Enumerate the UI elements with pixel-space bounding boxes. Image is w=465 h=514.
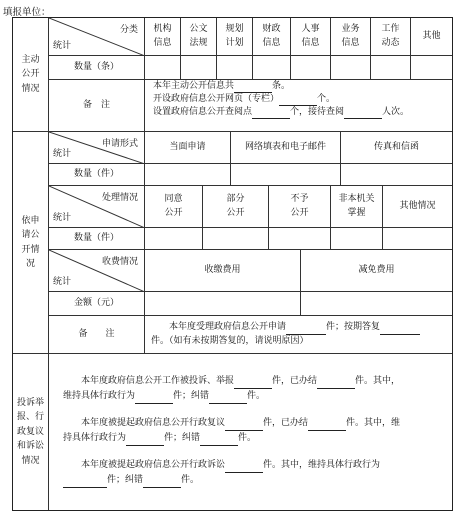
blank-field[interactable] — [380, 324, 420, 335]
category-header: 财政信息 — [253, 18, 291, 56]
count-label: 数量（件） — [49, 164, 145, 186]
form-header: 当面申请 — [145, 132, 231, 164]
category-header: 工作动态 — [371, 18, 411, 56]
blank-field[interactable] — [317, 378, 355, 389]
category-header: 规划计划 — [217, 18, 253, 56]
category-header: 业务信息 — [331, 18, 371, 56]
fee-header: 减免费用 — [301, 250, 452, 292]
blank-field[interactable] — [143, 477, 181, 488]
count-input[interactable] — [145, 228, 203, 250]
handle-header: 同意公开 — [145, 186, 203, 228]
litigation-paragraph: 本年度被提起政府信息公开行政诉讼 件。其中，维持具体行政行为 件；纠错 件。 — [63, 458, 380, 488]
count-label: 数量（件） — [49, 228, 145, 250]
blank-field[interactable] — [225, 462, 263, 473]
blank-field[interactable] — [225, 420, 263, 431]
section-proactive-label: 主动公开情况 — [13, 18, 49, 132]
blank-field[interactable] — [200, 435, 238, 446]
remark-line: 设置政府信息公开查阅点 个，接待查阅 人次。 — [153, 106, 409, 119]
form-header: 网络填表和电子邮件 — [231, 132, 341, 164]
remark-line: 开设政府信息公开网页（专栏） 个。 — [153, 93, 335, 106]
blank-field[interactable] — [126, 435, 164, 446]
blank-field[interactable] — [63, 477, 107, 488]
blank-field[interactable] — [209, 393, 247, 404]
remark-label: 备 注 — [49, 80, 145, 132]
count-input[interactable] — [291, 56, 331, 80]
count-input[interactable] — [253, 56, 291, 80]
count-label: 数量（条） — [49, 56, 145, 80]
blank-field[interactable] — [308, 420, 346, 431]
remark-label: 备 注 — [49, 316, 145, 354]
handle-header: 非本机关掌握 — [331, 186, 383, 228]
category-header: 人事信息 — [291, 18, 331, 56]
form-header: 传真和信函 — [341, 132, 452, 164]
category-diagonal-header — [49, 18, 145, 56]
handle-header: 不予公开 — [269, 186, 331, 228]
handle-diagonal-header: 处理情况 统计 — [49, 186, 145, 228]
remark-line: 本年度受理政府信息公开申请 件；按期答复 — [151, 321, 420, 334]
fee-diagonal-header: 收费情况 统计 — [49, 250, 145, 292]
form-diagonal-header: 申请形式 统计 — [49, 132, 145, 164]
amount-input[interactable] — [145, 292, 301, 316]
count-input[interactable] — [331, 56, 371, 80]
remark-line: 本年主动公开信息共 条。 — [153, 80, 290, 93]
category-header: 机构信息 — [145, 18, 181, 56]
reporting-unit-label: 填报单位： — [3, 7, 51, 18]
blank-field[interactable] — [135, 393, 173, 404]
report-table — [12, 17, 453, 511]
section-request-label: 依申请公开情况 — [13, 132, 49, 354]
count-input[interactable] — [341, 164, 452, 186]
count-input[interactable] — [331, 228, 383, 250]
remark-line: 件。（如有未按期答复的，请说明原因） — [151, 335, 309, 346]
count-input[interactable] — [181, 56, 217, 80]
blank-field[interactable] — [234, 378, 272, 389]
blank-field[interactable] — [252, 108, 290, 119]
category-header: 公文法规 — [181, 18, 217, 56]
handle-header: 部分公开 — [203, 186, 269, 228]
count-input[interactable] — [203, 228, 269, 250]
count-input[interactable] — [269, 228, 331, 250]
section-complaint-label: 投诉举报、行政复议和诉讼情况 — [13, 354, 49, 510]
blank-field[interactable] — [234, 82, 272, 93]
remark-content — [145, 316, 452, 354]
count-input[interactable] — [145, 164, 231, 186]
count-input[interactable] — [145, 56, 181, 80]
count-input[interactable] — [411, 56, 452, 80]
amount-input[interactable] — [301, 292, 452, 316]
complaint-paragraph: 本年度政府信息公开工作被投诉、举报 件，已办结 件。其中， 维持具体行政行为 件；纠错 件。 — [63, 374, 400, 404]
amount-label: 金额（元） — [49, 292, 145, 316]
count-input[interactable] — [371, 56, 411, 80]
review-paragraph: 本年度被提起政府信息公开行政复议 件，已办结 件。其中，维 持具体行政行为 件；纠错 件。 — [63, 416, 400, 446]
blank-field[interactable] — [279, 95, 317, 106]
category-header: 其他 — [411, 18, 452, 56]
blank-field[interactable] — [344, 108, 382, 119]
diag-category-label: 分类 — [119, 25, 138, 35]
count-input[interactable] — [231, 164, 341, 186]
count-input[interactable] — [383, 228, 452, 250]
diag-stat-label: 统计 — [53, 41, 72, 51]
fee-header: 收缴费用 — [145, 250, 301, 292]
count-input[interactable] — [217, 56, 253, 80]
remark-content — [145, 80, 452, 132]
blank-field[interactable] — [286, 324, 326, 335]
handle-header: 其他情况 — [383, 186, 452, 228]
